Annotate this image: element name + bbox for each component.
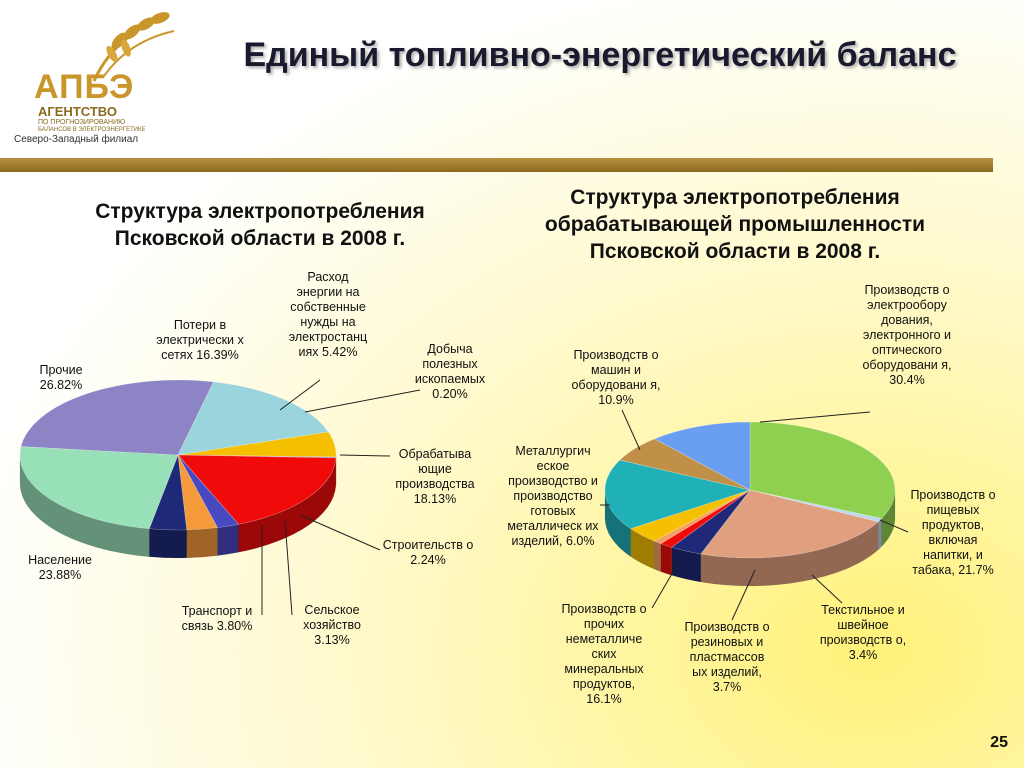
chart1-leader-mining [305,390,420,412]
chart2-side-1-0 [878,519,881,550]
chart2-leader-electrical [760,412,870,422]
chart2-leader-textile [812,575,842,603]
chart1-label-population: Население 23.88% [28,553,92,582]
chart1-title: Структура электропотребления Псковской области в 2008 г. [95,200,425,250]
chart1-label-power-plants: Расход энергии на собственные нужды на электростанц иях 5.42% [288,270,368,359]
logo-agency-text: АГЕНТСТВО [38,104,117,119]
chart1-label-agriculture: Сельское хозяйство 3.13% [303,603,361,647]
chart1-side-3-0 [217,524,238,555]
chart2-leader-machinery [622,410,640,450]
chart1-side-4-0 [187,528,218,558]
logo-line-2: БАЛАНСОВ В ЭЛЕКТРОЭНЕРГЕТИКЕ [38,127,146,133]
branch-name: Северо-Западный филиал [14,134,139,145]
logo-line-1: ПО ПРОГНОЗИРОВАНИЮ [38,119,126,126]
chart1-leader-construction [300,515,380,550]
chart2-side-4-0 [661,544,672,576]
chart2-label-food: Производств о пищевых продуктов, включая напитки, и табака, 21.7% [910,488,996,577]
page-title: Единый топливно-энергетический баланс [243,36,957,74]
chart1-label-manufacturing: Обрабатыва ющие производства 18.13% [395,447,475,506]
chart2-label-rubber: Производств о резиновых и пластмассов ых изделий, 3.7% [684,620,770,694]
chart2-label-textile: Текстильное и швейное производств о, 3.4% [819,603,907,662]
chart2-label-minerals: Производств о прочих неметалличе ских минеральных продуктов, 16.1% [561,602,647,706]
chart1-label-mining: Добыча полезных ископаемых 0.20% [414,342,486,401]
chart2-title: Структура электропотребления обрабатывающей промышленности Псковской области в 2008 г. [544,186,926,263]
chart2-side-5-0 [654,541,661,572]
chart2-label-machinery: Производств о машин и оборудовани я, 10.9% [571,348,661,407]
chart1-side-5-0 [149,529,187,558]
chart1-label-other: Прочие 26.82% [39,363,83,392]
chart1-label-transport: Транспорт и связь 3.80% [181,604,253,633]
page-number: 25 [990,734,1008,751]
chart1-label-construction: Строительств о 2.24% [382,538,474,567]
chart1-label-losses: Потери в электрически х сетях 16.39% [156,318,244,362]
chart2-label-electrical: Производств о электрообору дования, электронного и оптического оборудовани я, 30.4% [862,283,952,387]
chart1-leader-power-plants [280,380,320,410]
chart1-leader-manufacturing [340,455,390,456]
logo-abbreviation: АПБЭ [34,68,135,106]
chart2-label-metallurgy: Металлургич еское производство и производство готовых металлическ их изделий, 6.0% [507,444,599,548]
